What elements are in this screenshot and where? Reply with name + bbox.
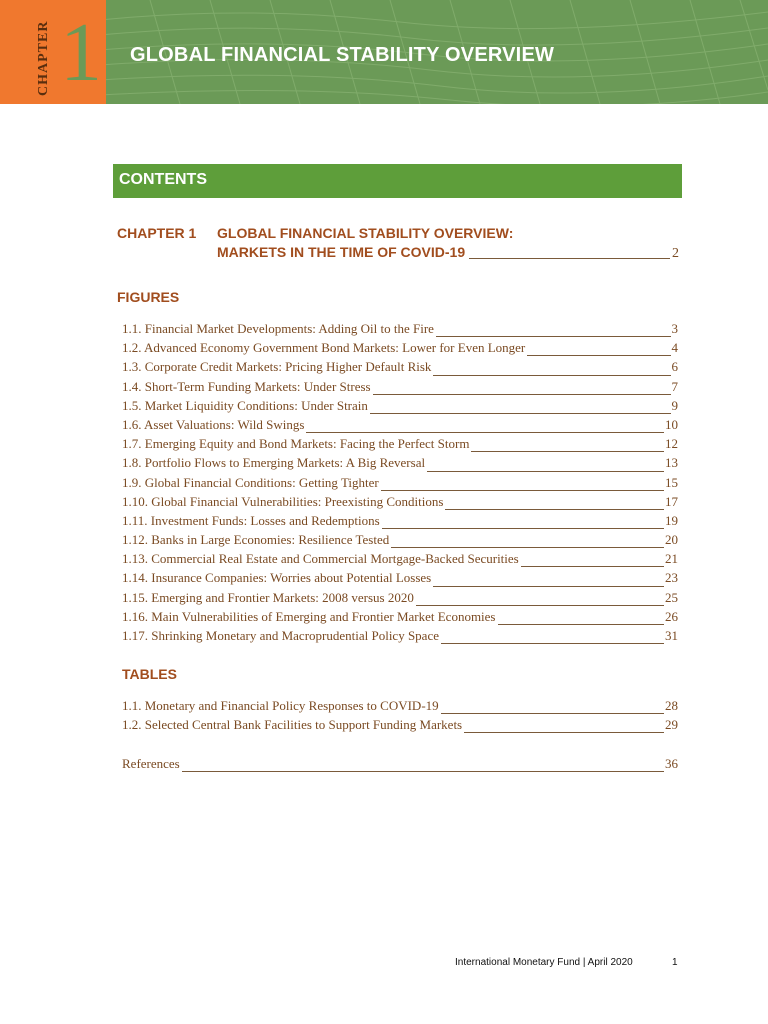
leader-line — [416, 605, 664, 606]
leader-line — [445, 509, 664, 510]
entry-page: 9 — [671, 397, 678, 413]
entry-page: 6 — [671, 359, 678, 375]
figures-list — [122, 321, 678, 647]
leader-line — [433, 375, 670, 376]
tables-list — [122, 698, 678, 736]
figure-entry[interactable] — [122, 628, 678, 647]
figure-entry[interactable] — [122, 455, 678, 474]
entry-page: 21 — [665, 551, 678, 567]
entry-title: 1.6. Asset Valuations: Wild Swings — [122, 416, 305, 432]
entry-page: 23 — [665, 570, 678, 586]
table-entry[interactable] — [122, 717, 678, 736]
chapter-number-box — [0, 0, 106, 104]
chapter-entry-page: 2 — [672, 246, 679, 261]
figure-entry[interactable] — [122, 417, 678, 436]
entry-title: 1.14. Insurance Companies: Worries about Potential Losses — [122, 570, 432, 586]
entry-page: 7 — [671, 378, 678, 394]
entry-title: 1.17. Shrinking Monetary and Macroprudential Policy Space — [122, 628, 439, 643]
figure-entry[interactable] — [122, 475, 678, 494]
entry-title: 1.1. Monetary and Financial Policy Responses to COVID-19 — [122, 698, 439, 713]
table-entry[interactable] — [122, 698, 678, 717]
entry-page: 29 — [665, 717, 678, 733]
entry-title: 1.2. Advanced Economy Government Bond Markets: Lower for Even Longer — [122, 340, 526, 356]
figures-heading: FIGURES — [117, 289, 180, 305]
footer-publication: International Monetary Fund | April 2020 — [455, 957, 633, 968]
references-entry[interactable] — [122, 756, 678, 775]
entry-page: 36 — [665, 756, 678, 771]
entry-page: 28 — [665, 698, 678, 713]
tables-heading: TABLES — [122, 666, 177, 682]
entry-title: 1.9. Global Financial Conditions: Getting Tighter — [122, 474, 379, 490]
entry-page: 19 — [665, 512, 678, 528]
leader-line — [370, 413, 671, 414]
chapter-word: CHAPTER — [36, 20, 51, 96]
chapter-banner — [0, 0, 768, 104]
leader-line — [306, 432, 664, 433]
entry-title: 1.15. Emerging and Frontier Markets: 2008 versus 2020 — [122, 589, 414, 605]
figure-entry[interactable] — [122, 398, 678, 417]
figure-entry[interactable] — [122, 590, 678, 609]
figure-entry[interactable] — [122, 359, 678, 378]
entry-title: 1.11. Investment Funds: Losses and Redemptions — [122, 512, 380, 528]
footer-page-number: 1 — [672, 957, 678, 968]
figure-entry[interactable] — [122, 379, 678, 398]
entry-title: 1.8. Portfolio Flows to Emerging Markets: A Big Reversal — [122, 455, 426, 471]
figure-entry[interactable] — [122, 494, 678, 513]
leader-line — [464, 732, 664, 733]
entry-page: 20 — [665, 532, 678, 548]
figure-entry[interactable] — [122, 609, 678, 628]
leader-line — [382, 528, 664, 529]
entry-page: 17 — [665, 493, 678, 509]
entry-title: 1.4. Short-Term Funding Markets: Under Stress — [122, 378, 371, 394]
chapter-title: GLOBAL FINANCIAL STABILITY OVERVIEW — [130, 44, 555, 66]
figure-entry[interactable] — [122, 532, 678, 551]
chapter-number: 1 — [60, 6, 102, 99]
leader-line — [182, 771, 664, 772]
leader-line — [381, 490, 664, 491]
contents-heading: CONTENTS — [119, 171, 207, 188]
leader-line — [433, 586, 664, 587]
leader-line — [391, 547, 664, 548]
entry-title: 1.1. Financial Market Developments: Adding Oil to the Fire — [122, 321, 434, 336]
leader-line — [521, 566, 664, 567]
entry-page: 12 — [665, 436, 678, 452]
entry-page: 13 — [665, 455, 678, 471]
entry-title: 1.5. Market Liquidity Conditions: Under Strain — [122, 397, 368, 413]
leader-line — [441, 713, 664, 714]
leader-line — [427, 471, 664, 472]
figure-entry[interactable] — [122, 551, 678, 570]
leader-line — [373, 394, 671, 395]
leader-line — [527, 355, 670, 356]
chapter-prefix: CHAPTER 1 — [117, 225, 197, 241]
entry-page: 25 — [665, 589, 678, 605]
contents-bar — [113, 164, 682, 198]
entry-page: 31 — [665, 628, 678, 643]
leader-line — [471, 451, 664, 452]
chapter-entry-title-line1: GLOBAL FINANCIAL STABILITY OVERVIEW: — [217, 225, 514, 241]
chapter-toc-entry[interactable] — [117, 224, 679, 263]
chapter-entry-title-line2: MARKETS IN THE TIME OF COVID-19 — [217, 244, 466, 260]
entry-title: 1.2. Selected Central Bank Facilities to Support Funding Markets — [122, 717, 463, 733]
figure-entry[interactable] — [122, 436, 678, 455]
entry-title: 1.7. Emerging Equity and Bond Markets: Facing the Perfect Storm — [122, 436, 470, 452]
entry-page: 26 — [665, 608, 678, 624]
entry-page: 3 — [671, 321, 678, 336]
figure-entry[interactable] — [122, 321, 678, 340]
figure-entry[interactable] — [122, 570, 678, 589]
entry-page: 4 — [671, 340, 678, 356]
figure-entry[interactable] — [122, 340, 678, 359]
entry-page: 15 — [665, 474, 678, 490]
leader-line — [469, 258, 670, 259]
entry-title: 1.3. Corporate Credit Markets: Pricing Higher Default Risk — [122, 359, 432, 375]
entry-title: References — [122, 756, 180, 771]
leader-line — [436, 336, 671, 337]
entry-title: 1.10. Global Financial Vulnerabilities: Preexisting Conditions — [122, 493, 444, 509]
references-list — [122, 756, 678, 775]
entry-title: 1.12. Banks in Large Economies: Resilience Tested — [122, 532, 390, 548]
entry-title: 1.16. Main Vulnerabilities of Emerging and Frontier Market Economies — [122, 608, 496, 624]
leader-line — [498, 624, 665, 625]
entry-title: 1.13. Commercial Real Estate and Commercial Mortgage-Backed Securities — [122, 551, 519, 567]
entry-page: 10 — [665, 416, 678, 432]
leader-line — [441, 643, 664, 644]
figure-entry[interactable] — [122, 513, 678, 532]
